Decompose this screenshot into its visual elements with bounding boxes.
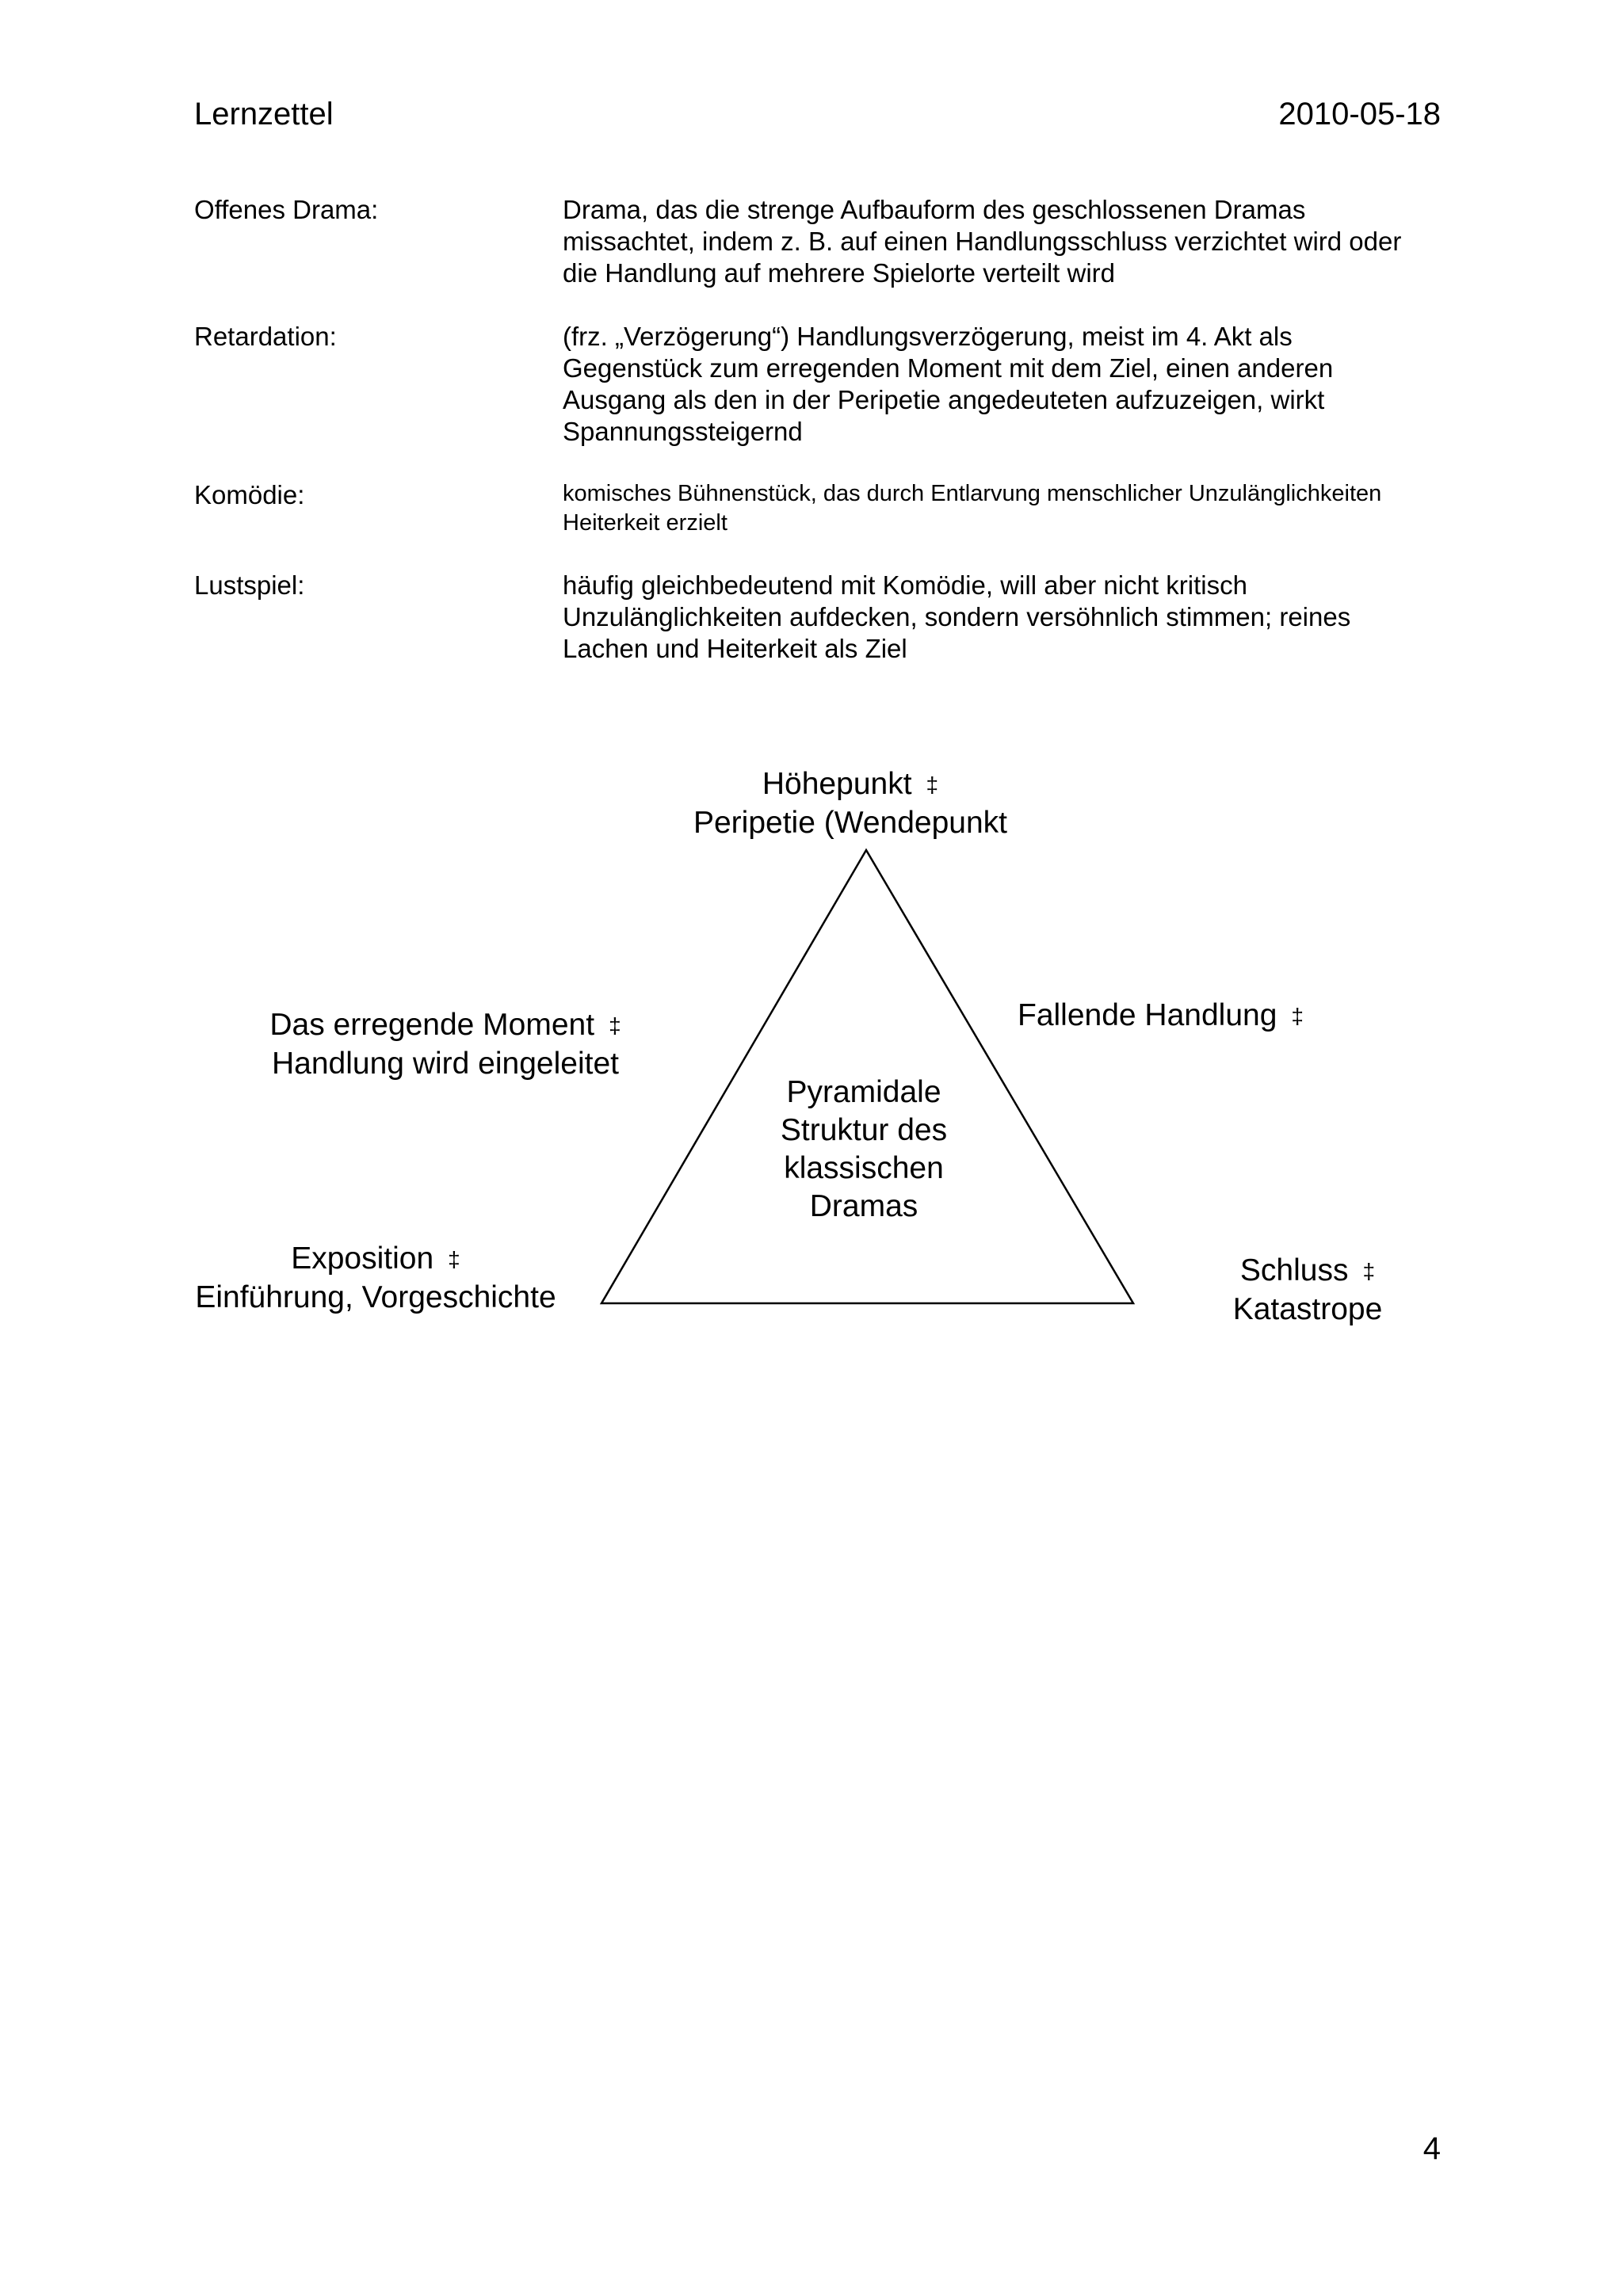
label-text: Handlung wird eingeleitet [272,1047,619,1081]
arrow-symbol-icon: ‡ [448,1247,460,1272]
glossary-entry-retardation [194,321,1446,448]
arrow-symbol-icon: ‡ [1291,1004,1304,1028]
pyramid-center-label [745,1074,983,1226]
pyramid-center-line: Dramas [809,1189,918,1223]
label-text: Exposition [291,1241,434,1276]
label-text: Katastrope [1232,1292,1383,1326]
label-text: Schluss [1239,1253,1349,1287]
glossary-entry-lustspiel [194,570,1446,665]
document-date: 2010-05-18 [1278,97,1441,132]
page-number: 4 [1423,2131,1441,2166]
glossary [194,194,1446,696]
arrow-symbol-icon: ‡ [609,1013,621,1038]
arrow-symbol-icon: ‡ [1362,1259,1376,1283]
label-text: Peripetie (Wendepunkt [693,806,1008,840]
label-text: Einführung, Vorgeschichte [195,1280,556,1314]
pyramid-center-line: Struktur des [780,1113,948,1147]
glossary-definition: häufig gleichbedeutend mit Komödie, will aber nicht kritisch Unzulänglichkeiten aufdecken, sondern versöhnlich stimmen; reines Lachen und Heiterkeit als Ziel [563,570,1351,663]
arrow-symbol-icon: ‡ [926,772,939,797]
document-title: Lernzettel [194,97,334,132]
label-hoehepunkt [680,765,1021,842]
pyramid-center-line: klassischen [784,1151,944,1185]
glossary-definition: komisches Bühnenstück, das durch Entlarvung menschlicher Unzulänglichkeiten Heiterkeit erzielt [563,481,1382,536]
label-text: Das erregende Moment [269,1008,595,1042]
glossary-entry-komoedie [194,479,1446,538]
label-fallende-handlung [1018,997,1304,1035]
glossary-term: Retardation: [194,322,337,351]
glossary-term: Offenes Drama: [194,195,379,224]
glossary-definition: Drama, das die strenge Aufbauform des geschlossenen Dramas missachtet, indem z. B. auf einen Handlungsschluss verzichtet wird oder die Handlung auf mehrere Spielorte verteilt wird [563,195,1402,288]
glossary-term: Lustspiel: [194,570,305,600]
pyramid-center-line: Pyramidale [786,1075,941,1109]
label-text: Fallende Handlung [1018,998,1277,1032]
glossary-entry-offenes-drama [194,194,1446,289]
label-schluss [1189,1252,1426,1329]
glossary-definition: (frz. „Verzögerung“) Handlungsverzögerung, meist im 4. Akt als Gegenstück zum erregenden Moment mit dem Ziel, einen anderen Ausgang als den in der Peripetie angedeuteten aufzuzeigen, wirkt Spannungssteigernd [563,322,1334,446]
label-erregendes-moment [255,1006,636,1083]
label-text: Höhepunkt [762,767,912,801]
label-exposition [178,1240,574,1317]
glossary-term: Komödie: [194,480,305,509]
